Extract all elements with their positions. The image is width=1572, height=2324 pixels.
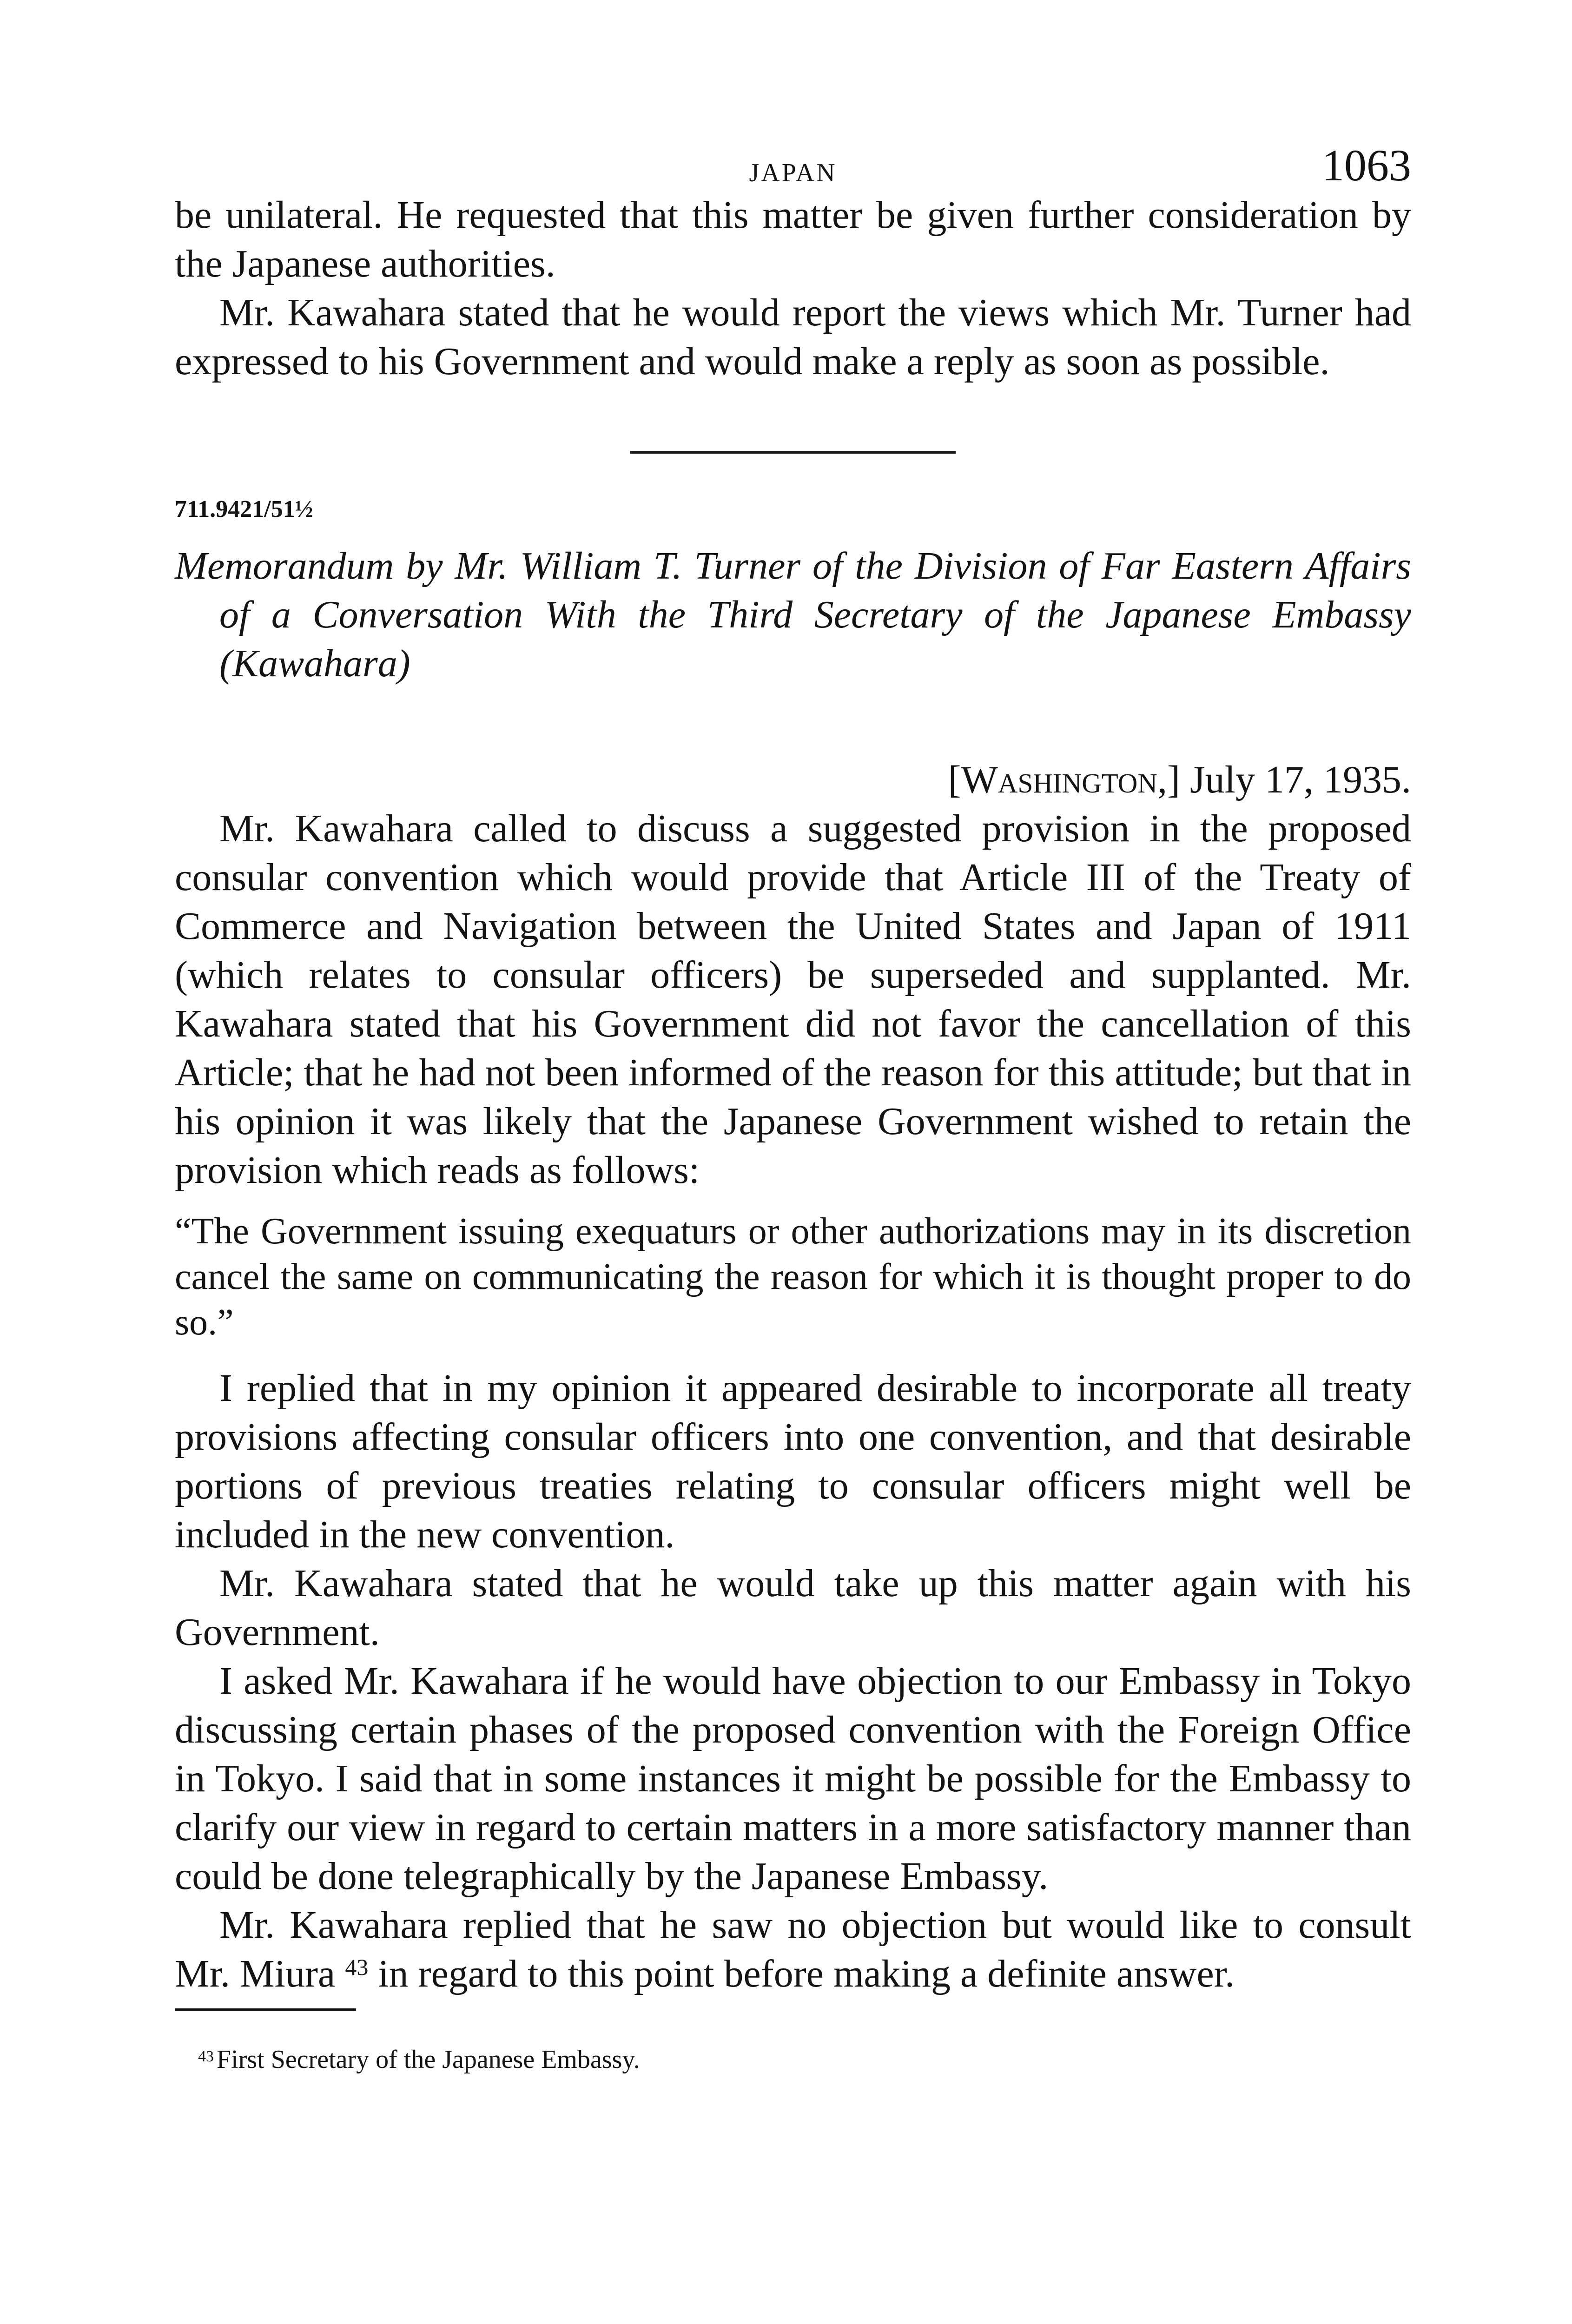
dateline-place: [Washington,] [948,758,1180,801]
page-number: 1063 [1322,140,1411,190]
continuation-paragraph: be unilateral. He requested that this matter be given further consideration by the Japanese authorities. [175,193,1411,285]
dateline [175,755,1411,804]
body-paragraph-1: Mr. Kawahara called to discuss a suggested provision in the proposed consular convention which would provide that Article III of the Treaty of Commerce and Navigation between the United States and Japan of 1911 (which relates to consular officers) be superseded and supplanted. Mr. Kawahara stated that his Government did not favor the cancellation of this Article; that he had not been informed of the reason for this attitude; but that in his opinion it was likely that the Japanese Government wished to retain the provision which reads as follows: [175,807,1411,1192]
document-page [175,139,1411,2076]
footnote-text: First Secretary of the Japanese Embassy. [217,2045,640,2074]
footnote-rule [175,2008,356,2011]
body-paragraph-5 [175,1901,1411,1998]
footnote-mark: 43 [198,2048,214,2065]
file-number: 711.9421/51½ [175,496,313,522]
body-paragraph-3: Mr. Kawahara stated that he would take up this matter again with his Government. [175,1562,1411,1654]
body-paragraph-2: I replied that in my opinion it appeared desirable to incorporate all treaty provisions affecting consular officers into one convention, and that desirable portions of previous treaties relating to consular officers might well be included in the new convention. [175,1367,1411,1556]
paragraph-text-continued: in regard to this point before making a definite answer. [378,1952,1235,1995]
footnote [175,2043,1411,2076]
running-head [175,139,1411,191]
dateline-date: July 17, 1935. [1189,758,1411,801]
continuation-paragraph-2: Mr. Kawahara stated that he would report the views which Mr. Turner had expressed to his Government and would make a reply as soon as possible. [175,291,1411,383]
section-separator [630,451,956,454]
body-paragraph-4: I asked Mr. Kawahara if he would have objection to our Embassy in Tokyo discussing certain phases of the proposed convention with the Foreign Office in Tokyo. I said that in some instances it might be possible for the Embassy to clarify our view in regard to certain matters in a more satisfactory manner than could be done telegraphically by the Japanese Embassy. [175,1659,1411,1898]
block-quote: “The Government issuing exequaturs or other authorizations may in its discretion cancel the same on communicating the reason for which it is thought proper to do so.” [175,1211,1411,1343]
footnote-reference[interactable]: 43 [345,1954,369,1980]
document-title: Memorandum by Mr. William T. Turner of the Division of Far Eastern Affairs of a Conversation With the Third Secretary of the Japanese Embassy (Kawahara) [175,544,1411,685]
paragraph-text: Mr. Kawahara replied that he saw no objection but would like to consult Mr. Miura [175,1903,1411,1995]
running-title: JAPAN [749,158,837,187]
